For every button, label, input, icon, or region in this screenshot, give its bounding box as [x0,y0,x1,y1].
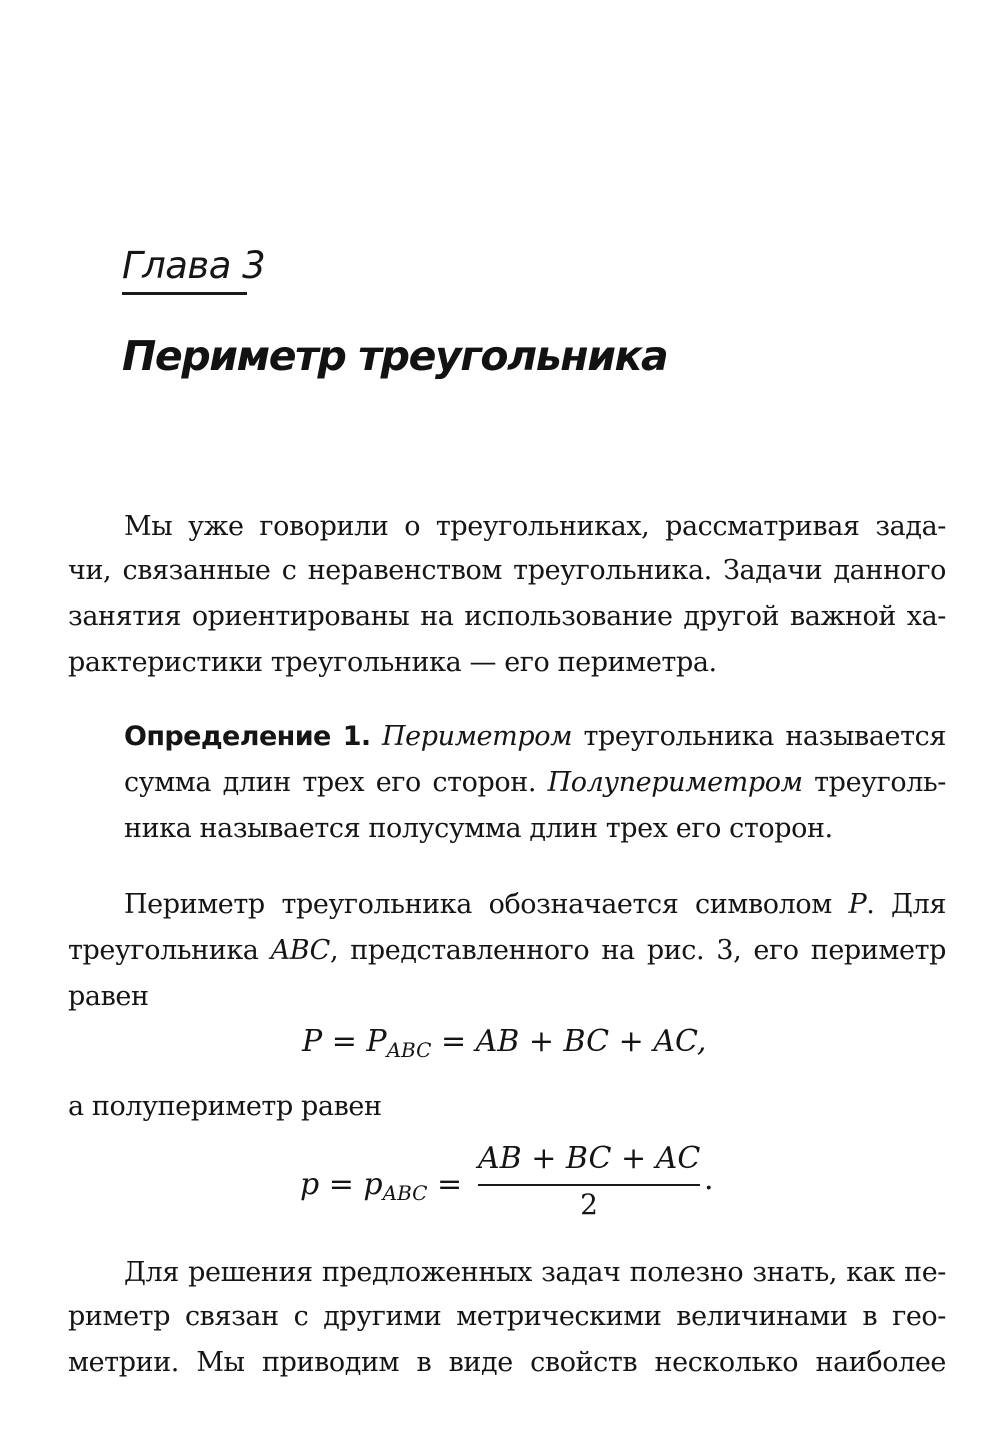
definition-line-1-rest: треугольника называется [572,721,946,752]
definition-line-2 [124,766,946,800]
intro-line-1: Мы уже говорили о треугольниках, рассматривая зада- [124,511,946,542]
chapter-underline [122,292,247,295]
symbol-P: P [848,889,867,920]
closing-line-3: метрии. Мы приводим в виде свойств несколько наиболее [68,1347,946,1378]
symbol-ABC: ABC [270,935,330,966]
definition-term-semiperimeter: Полупериметром [547,767,803,798]
definition-line-2-start: сумма длин трех его сторон. [124,767,548,798]
definition-line-1 [124,720,946,754]
perimeter-line-2-start: треугольника [68,935,271,966]
intro-line-3: занятия ориентированы на использование другой важной ха- [68,601,946,632]
formula2-equals: = [427,1167,463,1202]
chapter-title: Периметр треугольника [122,332,668,380]
closing-line-2: риметр связан с другими метрическими величинами в гео- [68,1301,946,1332]
definition-lead: Определение 1. [124,721,371,752]
perimeter-line-2-end: , представленного на рис. 3, его периметр [329,935,946,966]
fraction-numerator: AB + BC + AC [478,1141,701,1176]
fraction-denominator: 2 [580,1188,598,1221]
definition-term-perimeter: Периметром [381,721,573,752]
semiperimeter-formula-lhs [300,1167,462,1205]
perimeter-line-2 [68,934,946,968]
formula2-subscript: ABC [382,1181,428,1205]
formula1-lhs: P = P [302,1024,387,1059]
definition-line-2-rest: треуголь- [802,767,947,798]
perimeter-line-1 [124,888,946,922]
definition-line-3: ника называется полусумма длин трех его сторон. [124,813,833,844]
perimeter-line-1-start: Периметр треугольника обозначается символом [124,889,849,920]
perimeter-line-3: равен [68,981,149,1012]
closing-line-1: Для решения предложенных задач полезно знать, как пе- [124,1257,946,1288]
fraction-bar [478,1184,700,1186]
perimeter-line-1-end: . Для [866,889,946,920]
chapter-label: Глава 3 [122,244,266,287]
intro-line-2: чи, связанные с неравенством треугольника. Задачи данного [68,555,946,586]
formula1-rhs: = AB + BC + AC, [431,1024,707,1059]
perimeter-formula [302,1024,706,1062]
formula2-lhs: p = p [300,1167,383,1202]
intro-line-4: рактеристики треугольника — его периметра. [68,647,717,678]
formula1-subscript: ABC [386,1038,432,1062]
formula-period: . [704,1162,714,1197]
semiperimeter-intro: а полупериметр равен [68,1091,382,1122]
